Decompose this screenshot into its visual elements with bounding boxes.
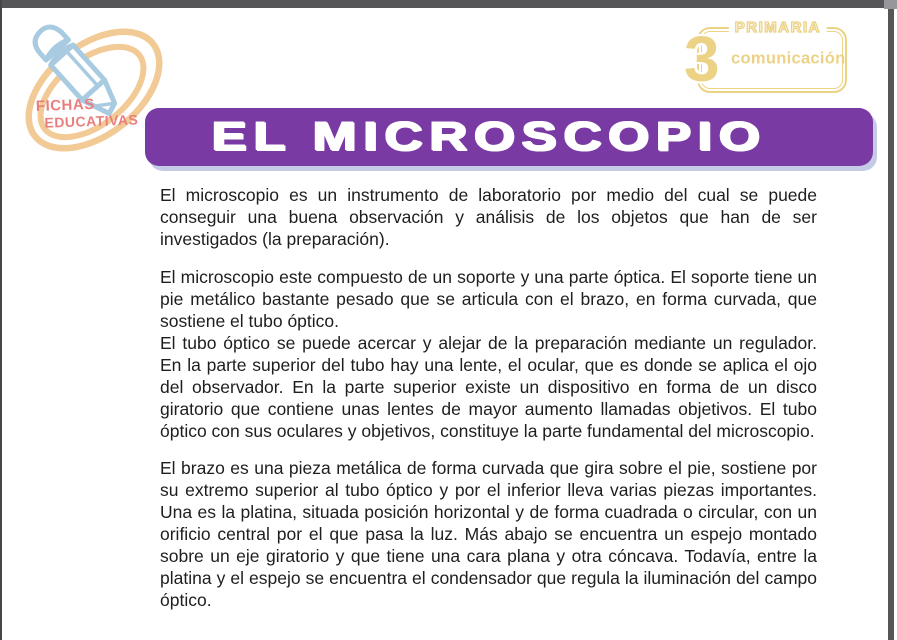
brand-wordmark-line2: EDUCATIVAS xyxy=(44,111,139,131)
badge-grade-number: 3 xyxy=(684,23,720,95)
page-title: EL MICROSCOPIO xyxy=(211,114,767,159)
scan-edge-left xyxy=(0,0,2,640)
paragraph-brazo: El brazo es una pieza metálica de forma curvada que gira sobre el pie, sostiene por su extremo superior al tubo óptico y por el inferior lleva varias piezas importantes. Una es la platina, situada posición horizontal y de forma cuadrada o circular, con un orificio central por el que pasa la luz. Más abajo se encuentra un espejo montado sobre un eje giratorio y que tiene una cara plana y otra cóncava. Todavía, entre la platina y el espejo se encuentra el condensador que regula la iluminación del campo óptico. xyxy=(160,458,817,610)
scan-edge-right xyxy=(888,9,894,640)
paragraph-soporte: El microscopio este compuesto de un soporte y una parte óptica. El soporte tiene un pie metálico bastante pesado que se articula con el brazo, en forma curvada, que sostiene el tubo óptico. xyxy=(160,267,817,331)
paragraph-tubo-optico: El tubo óptico se puede acercar y alejar de la preparación mediante un regulador. En la parte superior del tubo hay una lente, el ocular, que es donde se aplica el ojo del observador. En la parte superior existe un dispositivo en forma de un disco giratorio que contiene unas lentes de mayor aumento llamadas objetivos. El tubo óptico con sus oculares y objetivos, constituye la parte fundamental del microscopio. xyxy=(160,333,817,441)
badge-level-label: PRIMARIA xyxy=(729,19,827,36)
scan-edge-top xyxy=(0,0,884,8)
document-body xyxy=(160,184,817,611)
grade-badge xyxy=(684,19,847,95)
brand-wordmark-line1: FICHAS xyxy=(35,95,95,115)
paragraph-intro: El microscopio es un instrumento de laboratorio por medio del cual se puede conseguir una buena observación y análisis de los objetos que han de ser investigados (la preparación). xyxy=(160,185,817,249)
badge-subject-label: comunicación xyxy=(731,49,846,68)
scan-edge-corner xyxy=(884,0,897,9)
title-banner xyxy=(145,108,873,166)
